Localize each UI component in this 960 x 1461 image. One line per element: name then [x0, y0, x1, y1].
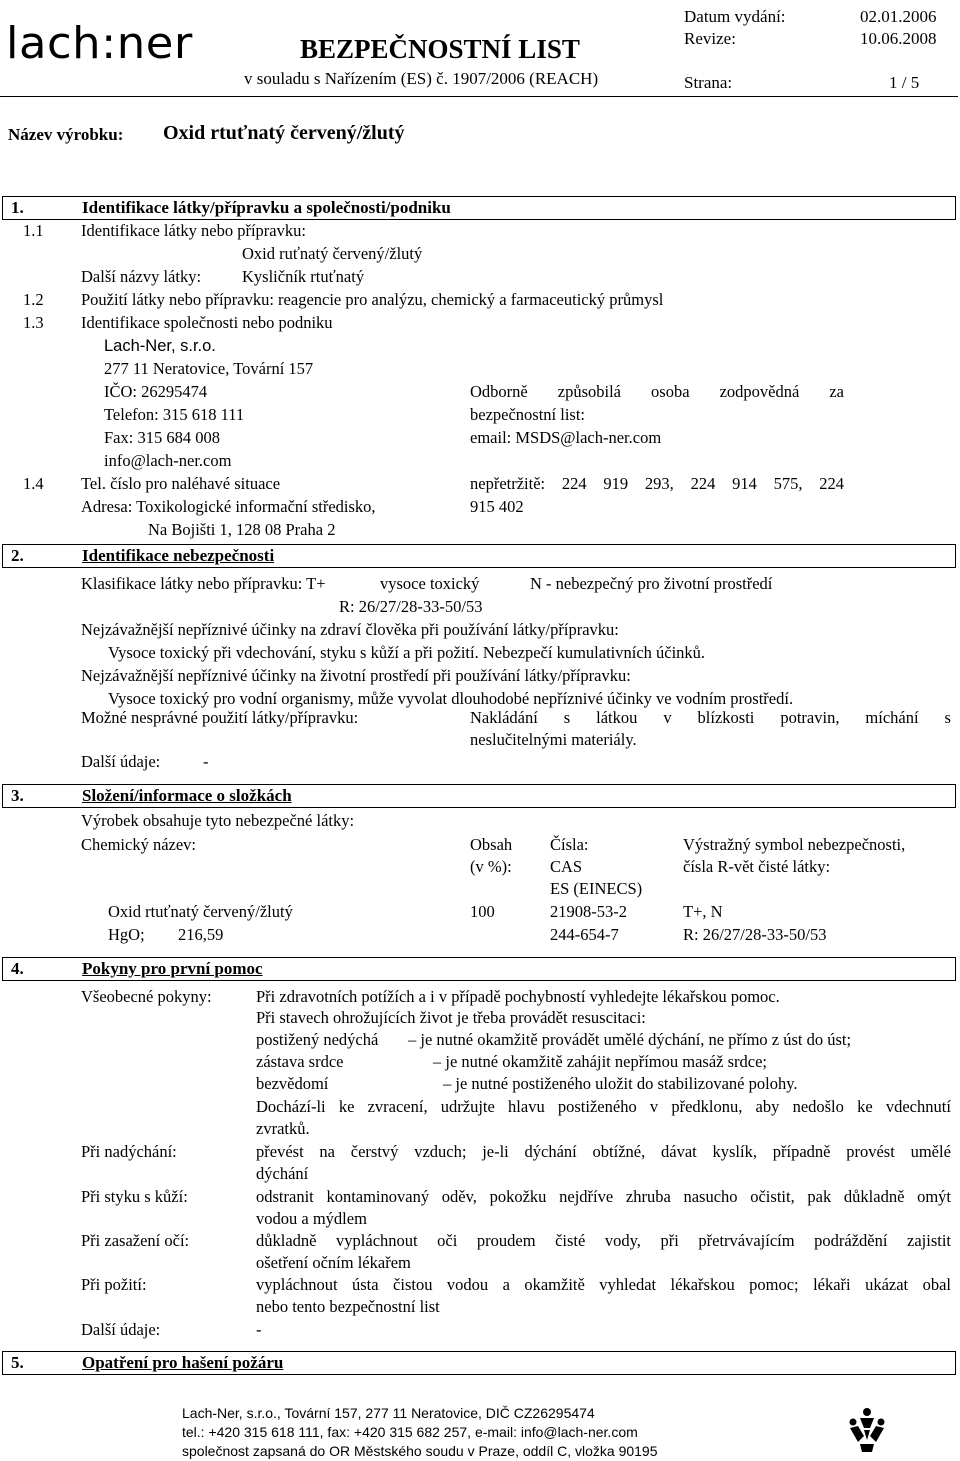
- case-not-breathing-label: postižený nedýchá: [256, 1030, 379, 1049]
- section-title: Identifikace nebezpečnosti: [82, 546, 275, 565]
- word: Odborně: [470, 382, 528, 401]
- env-effects-label: Nejzávažnější nepříznivé účinky na životní prostředí při používání látky/přípravku:: [81, 666, 631, 685]
- word: pokožku: [489, 1187, 547, 1206]
- footer-registration: společnost zapsaná do OR Městského soudu v Praze, oddíl C, vložka 90195: [182, 1443, 658, 1459]
- eye-label: Při zasažení očí:: [81, 1231, 190, 1250]
- r-phrases: R: 26/27/28-33-50/53: [339, 597, 483, 616]
- word: nejdříve: [559, 1187, 614, 1206]
- case-unconscious-label: bezvědomí: [256, 1074, 329, 1093]
- misuse-line2: neslučitelnými materiály.: [470, 730, 637, 749]
- word: nedošlo: [792, 1097, 844, 1116]
- word: udržujte: [440, 1097, 495, 1116]
- emergency-phone-label: Tel. číslo pro naléhavé situace: [81, 474, 281, 493]
- section-number: 3.: [11, 786, 24, 805]
- emergency-phone-line1: [470, 473, 844, 495]
- word: podráždění: [814, 1231, 888, 1250]
- word: pomoc;: [749, 1275, 799, 1294]
- col-content-unit: (v %):: [470, 857, 512, 876]
- word: lékařskou: [670, 1275, 735, 1294]
- section-1-header: [2, 196, 956, 220]
- general-line2: Při stavech ohrožujících život je třeba provádět resuscitaci:: [256, 1008, 646, 1027]
- section-3-header: [2, 784, 956, 808]
- case-not-breathing-text: – je nutné okamžitě provádět umělé dýchání, ne přímo z úst do úst;: [408, 1030, 852, 1049]
- classification-n: N - nebezpečný pro životní prostředí: [530, 574, 773, 593]
- item-number: 1.1: [23, 221, 44, 240]
- word: vypláchnout: [256, 1275, 338, 1294]
- word: vodou: [446, 1275, 489, 1294]
- substance-r-phrases: R: 26/27/28-33-50/53: [683, 925, 827, 944]
- substance-einecs: 244-654-7: [550, 925, 619, 944]
- word: očistit,: [750, 1187, 795, 1206]
- other-info-label: Další údaje:: [81, 1320, 161, 1339]
- section-number: 4.: [11, 959, 24, 978]
- word: vypláchnout: [336, 1231, 418, 1250]
- substance-name: Oxid rtuťnatý červený/žlutý: [108, 902, 293, 921]
- env-effects-text: Vysoce toxický pro vodní organismy, může vyvolat dlouhodobé nepříznivé účinky ve vodním prostředí.: [108, 689, 794, 708]
- responsible-person-line1: [470, 381, 844, 403]
- word: oči: [437, 1231, 458, 1250]
- issue-date-label: Datum vydání:: [684, 7, 786, 26]
- word: na: [319, 1142, 335, 1161]
- word: míchání: [865, 708, 919, 727]
- company-ico: IČO: 26295474: [104, 382, 208, 401]
- general-line1: Při zdravotních potížích a i v případě pochybností vyhledejte lékařskou pomoc.: [256, 987, 780, 1006]
- word: Dochází-li: [256, 1097, 326, 1116]
- section-title: Identifikace látky/přípravku a společnosti/podniku: [82, 198, 451, 217]
- word: dávat: [661, 1142, 697, 1161]
- word: kontaminovaný: [326, 1187, 430, 1206]
- general-label: Všeobecné pokyny:: [81, 987, 212, 1006]
- word: důkladně: [843, 1187, 905, 1206]
- word: nasucho: [683, 1187, 738, 1206]
- section-2-header: [2, 544, 956, 568]
- word: oděv,: [441, 1187, 477, 1206]
- word: zajistit: [907, 1231, 951, 1250]
- misuse-line1: [470, 707, 951, 729]
- eye-line2: ošetření očním lékařem: [256, 1253, 411, 1272]
- recycle-hands-icon: [846, 1406, 888, 1459]
- word: při: [660, 1231, 679, 1250]
- word: umělé: [910, 1142, 951, 1161]
- word: blízkosti: [697, 708, 755, 727]
- header-divider: [0, 96, 958, 97]
- company-logo: lach:ner: [6, 18, 193, 69]
- section-title: Opatření pro hašení požáru: [82, 1353, 284, 1372]
- section-number: 5.: [11, 1353, 24, 1372]
- word: pak: [807, 1187, 832, 1206]
- col-einecs: ES (EINECS): [550, 879, 643, 898]
- col-cas: CAS: [550, 857, 583, 876]
- document-subtitle: v souladu s Nařízením (ES) č. 1907/2006 (REACH): [244, 69, 599, 88]
- item-number: 1.2: [23, 290, 44, 309]
- composition-intro: Výrobek obsahuje tyto nebezpečné látky:: [81, 811, 355, 830]
- product-name-label: Název výrobku:: [8, 125, 124, 144]
- item-number: 1.3: [23, 313, 44, 332]
- word: čisté: [555, 1231, 586, 1250]
- section-number: 1.: [11, 198, 24, 217]
- word: obal: [922, 1275, 951, 1294]
- word: s: [944, 708, 951, 727]
- footer-contacts: tel.: +420 315 618 111, fax: +420 315 682 257, e-mail: info@lach-ner.com: [182, 1424, 638, 1440]
- other-names-value: Kysličník rtuťnatý: [242, 267, 365, 286]
- other-info-value: -: [256, 1320, 262, 1339]
- word: 224: [819, 474, 844, 493]
- word: 224: [561, 474, 587, 493]
- word: kyslík,: [712, 1142, 757, 1161]
- case-unconscious-text: – je nutné postiženého uložit do stabilizované polohy.: [443, 1074, 798, 1093]
- word: ke: [338, 1097, 355, 1116]
- word: zvracení,: [367, 1097, 428, 1116]
- revision-value: 10.06.2008: [860, 29, 937, 48]
- word: a: [502, 1275, 510, 1294]
- word: vyhledat: [599, 1275, 657, 1294]
- misuse-label: Možné nesprávné použití látky/přípravku:: [81, 708, 359, 727]
- tox-center-address: Adresa: Toxikologické informační středisko,: [81, 497, 376, 516]
- page-label: Strana:: [684, 73, 733, 92]
- classification-t: vysoce toxický: [380, 574, 480, 593]
- word: je-li: [482, 1142, 509, 1161]
- case-cardiac-arrest-label: zástava srdce: [256, 1052, 344, 1071]
- revision-label: Revize:: [684, 29, 736, 48]
- word: ke: [857, 1097, 873, 1116]
- col-numbers: Čísla:: [550, 835, 589, 854]
- word: předklonu,: [671, 1097, 743, 1116]
- substance-cas: 21908-53-2: [550, 902, 627, 921]
- word: čistou: [393, 1275, 433, 1294]
- footer-address: Lach-Ner, s.r.o., Tovární 157, 277 11 Neratovice, DIČ CZ26295474: [182, 1405, 595, 1421]
- word: případně: [772, 1142, 831, 1161]
- inhalation-label: Při nadýchání:: [81, 1142, 177, 1161]
- word: za: [829, 382, 844, 401]
- document-title: BEZPEČNOSTNÍ LIST: [300, 34, 580, 64]
- company-id-label: Identifikace společnosti nebo podniku: [81, 313, 333, 332]
- substance-content: 100: [470, 902, 495, 921]
- word: s: [563, 708, 571, 727]
- responsible-person-line2: bezpečnostní list:: [470, 405, 586, 424]
- section-4-header: [2, 957, 956, 981]
- word: 293,: [644, 474, 674, 493]
- word: lékaři: [813, 1275, 851, 1294]
- substance-symbol: T+, N: [683, 902, 723, 921]
- word: hlavu: [508, 1097, 545, 1116]
- substance-id-label: Identifikace látky nebo přípravku:: [81, 221, 306, 240]
- skin-label: Při styku s kůží:: [81, 1187, 188, 1206]
- word: 575,: [773, 474, 803, 493]
- word: způsobilá: [557, 382, 622, 401]
- ingestion-line2: nebo tento bezpečnostní list: [256, 1297, 440, 1316]
- word: osoba: [651, 382, 690, 401]
- word: látkou: [596, 708, 638, 727]
- word: okamžitě: [524, 1275, 585, 1294]
- vomit-line2: zvratků.: [256, 1119, 310, 1138]
- section-5-header: [2, 1351, 956, 1375]
- company-address: 277 11 Neratovice, Tovární 157: [104, 359, 314, 378]
- word: potravin,: [780, 708, 840, 727]
- word: zodpovědná: [719, 382, 800, 401]
- col-content: Obsah: [470, 835, 513, 854]
- word: nepřetržitě:: [470, 474, 546, 493]
- word: 914: [732, 474, 757, 493]
- emergency-phone-line2: 915 402: [470, 497, 524, 516]
- inhalation-line2: dýchání: [256, 1164, 309, 1183]
- word: obtížné,: [592, 1142, 646, 1161]
- word: v: [649, 1097, 659, 1116]
- company-phone: Telefon: 315 618 111: [104, 405, 245, 424]
- word: přetrvávajícím: [698, 1231, 795, 1250]
- other-info-label: Další údaje:: [81, 752, 161, 771]
- responsible-person-email: email: MSDS@lach-ner.com: [470, 428, 662, 447]
- ingestion-line1: [256, 1274, 951, 1296]
- usage-text: Použití látky nebo přípravku: reagencie pro analýzu, chemický a farmaceutický průmysl: [81, 290, 664, 309]
- classification-label: Klasifikace látky nebo přípravku: T+: [81, 574, 326, 593]
- word: převést: [256, 1142, 304, 1161]
- word: postiženého: [557, 1097, 637, 1116]
- col-r-phrases: čísla R-vět čisté látky:: [683, 857, 831, 876]
- vomit-line1: [256, 1096, 951, 1118]
- word: proudem: [476, 1231, 536, 1250]
- word: 919: [603, 474, 629, 493]
- company-name: Lach-Ner, s.r.o.: [104, 337, 216, 355]
- section-title: Složení/informace o složkách: [82, 786, 292, 805]
- inhalation-line1: [256, 1141, 951, 1163]
- tox-center-street: Na Bojišti 1, 128 08 Praha 2: [148, 520, 336, 539]
- section-number: 2.: [11, 546, 24, 565]
- word: odstranit: [256, 1187, 314, 1206]
- other-names-label: Další názvy látky:: [81, 267, 202, 286]
- word: vdechnutí: [885, 1097, 951, 1116]
- ingestion-label: Při požití:: [81, 1275, 147, 1294]
- company-email: info@lach-ner.com: [104, 451, 232, 470]
- word: 224: [690, 474, 716, 493]
- word: aby: [755, 1097, 780, 1116]
- item-number: 1.4: [23, 474, 44, 493]
- substance-molar-mass: 216,59: [178, 925, 224, 944]
- page-number: 1 / 5: [889, 73, 920, 92]
- word: v: [663, 708, 672, 727]
- word: čerstvý: [350, 1142, 399, 1161]
- word: ukázat: [865, 1275, 909, 1294]
- col-chemical-name: Chemický název:: [81, 835, 197, 854]
- skin-line1: [256, 1186, 951, 1208]
- case-cardiac-arrest-text: – je nutné okamžitě zahájit nepřímou masáž srdce;: [433, 1052, 767, 1071]
- substance-id-value: Oxid ruťnatý červený/žlutý: [242, 244, 423, 263]
- company-fax: Fax: 315 684 008: [104, 428, 220, 447]
- human-effects-text: Vysoce toxický při vdechování, styku s kůží a při požití. Nebezpečí kumulativních účinků.: [108, 643, 706, 662]
- word: omýt: [917, 1187, 951, 1206]
- word: důkladně: [256, 1231, 317, 1250]
- eye-line1: [256, 1230, 951, 1252]
- col-hazard-symbol: Výstražný symbol nebezpečnosti,: [683, 835, 906, 854]
- product-name: Oxid rtuťnatý červený/žlutý: [163, 122, 405, 144]
- word: vody,: [604, 1231, 641, 1250]
- word: Nakládání: [470, 708, 538, 727]
- other-info-value: -: [203, 752, 209, 771]
- issue-date-value: 02.01.2006: [860, 7, 937, 26]
- word: ústa: [352, 1275, 379, 1294]
- word: vzduch;: [414, 1142, 467, 1161]
- section-title: Pokyny pro první pomoc: [82, 959, 263, 978]
- skin-line2: vodou a mýdlem: [256, 1209, 367, 1228]
- substance-formula: HgO;: [108, 925, 145, 944]
- word: provést: [846, 1142, 895, 1161]
- human-effects-label: Nejzávažnější nepříznivé účinky na zdraví člověka při používání látky/přípravku:: [81, 620, 619, 639]
- word: dýchání: [524, 1142, 577, 1161]
- word: zhruba: [625, 1187, 671, 1206]
